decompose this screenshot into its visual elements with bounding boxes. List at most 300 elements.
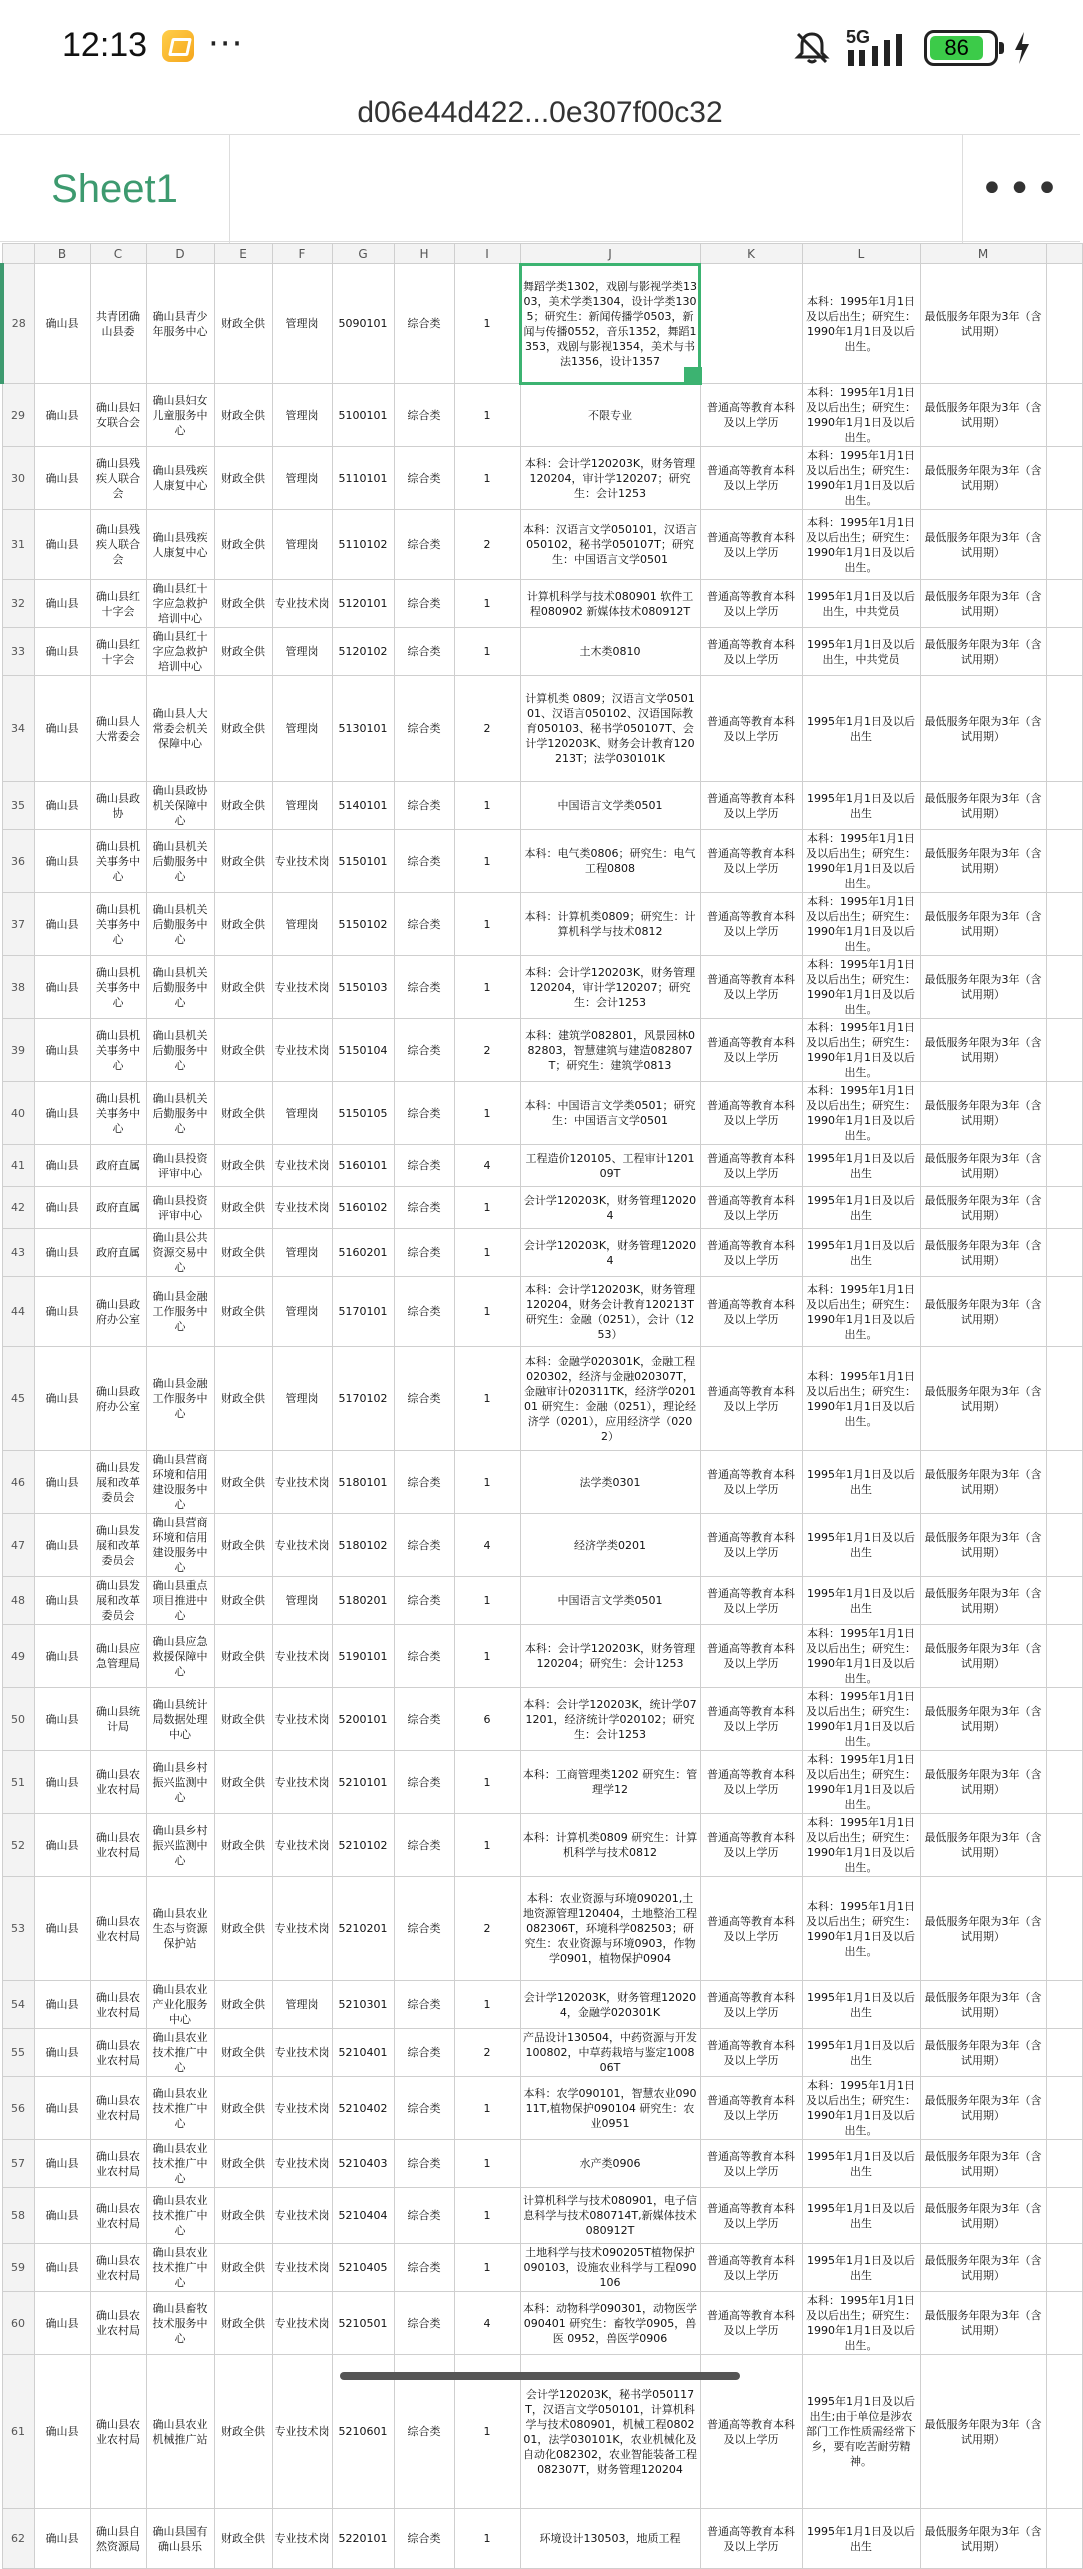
cell-n[interactable] [1046,2077,1082,2140]
row-number[interactable]: 56 [2,2077,34,2140]
cell-m[interactable]: 最低服务年限为3年（含试用期） [920,2509,1046,2569]
column-header[interactable]: F [272,244,332,264]
cell-i[interactable]: 1 [454,1277,520,1347]
cell-n[interactable] [1046,1082,1082,1145]
cell-g[interactable]: 5190101 [332,1625,394,1688]
column-header[interactable]: D [146,244,214,264]
cell-l[interactable]: 本科：1995年1月1日及以后出生；研究生：1990年1月1日及以后出生。 [802,893,920,956]
cell-c[interactable]: 确山县农业农村局 [90,2244,146,2292]
cell-l[interactable]: 本科：1995年1月1日及以后出生；研究生：1990年1月1日及以后出生。 [802,510,920,580]
cell-n[interactable] [1046,1347,1082,1451]
cell-i[interactable]: 2 [454,510,520,580]
cell-i[interactable]: 1 [454,782,520,830]
cell-h[interactable]: 综合类 [394,1277,454,1347]
cell-b[interactable]: 确山县 [34,1577,90,1625]
cell-n[interactable] [1046,2509,1082,2569]
cell-c[interactable]: 确山县机关事务中心 [90,1019,146,1082]
cell-b[interactable]: 确山县 [34,1751,90,1814]
cell-n[interactable] [1046,1187,1082,1229]
cell-f[interactable]: 管理岗 [272,1277,332,1347]
row-number[interactable]: 43 [2,1229,34,1277]
cell-g[interactable]: 5090101 [332,264,394,384]
cell-g[interactable]: 5150103 [332,956,394,1019]
cell-g[interactable]: 5160201 [332,1229,394,1277]
row-number[interactable]: 30 [2,447,34,510]
row-number[interactable]: 28 [2,264,34,384]
cell-g[interactable]: 5210101 [332,1751,394,1814]
row-number[interactable]: 57 [2,2140,34,2188]
cell-i[interactable]: 2 [454,676,520,782]
cell-f[interactable]: 管理岗 [272,384,332,447]
cell-h[interactable]: 综合类 [394,2077,454,2140]
cell-h[interactable]: 综合类 [394,628,454,676]
cell-m[interactable]: 最低服务年限为3年（含试用期） [920,384,1046,447]
cell-h[interactable]: 综合类 [394,1577,454,1625]
cell-e[interactable]: 财政全供 [214,676,272,782]
cell-g[interactable]: 5180102 [332,1514,394,1577]
cell-h[interactable]: 综合类 [394,1625,454,1688]
cell-f[interactable]: 专业技术岗 [272,2292,332,2355]
cell-n[interactable] [1046,830,1082,893]
cell-b[interactable]: 确山县 [34,830,90,893]
cell-m[interactable]: 最低服务年限为3年（含试用期） [920,830,1046,893]
cell-f[interactable]: 专业技术岗 [272,1688,332,1751]
cell-j[interactable]: 本科：动物科学090301，动物医学 090401 研究生：畜牧学0905，兽医 0952，兽医学0906 [520,2292,700,2355]
cell-l[interactable]: 本科：1995年1月1日及以后出生；研究生：1990年1月1日及以后出生。 [802,2077,920,2140]
cell-i[interactable]: 1 [454,2188,520,2244]
cell-j[interactable]: 土木类0810 [520,628,700,676]
cell-c[interactable]: 确山县残疾人联合会 [90,447,146,510]
cell-l[interactable]: 1995年1月1日及以后出生，中共党员 [802,628,920,676]
cell-f[interactable]: 专业技术岗 [272,1814,332,1877]
cell-h[interactable]: 综合类 [394,1751,454,1814]
cell-h[interactable]: 综合类 [394,1451,454,1514]
cell-j[interactable]: 产品设计130504，中药资源与开发100802，中草药栽培与鉴定100806T [520,2029,700,2077]
cell-d[interactable]: 确山县残疾人康复中心 [146,510,214,580]
cell-g[interactable]: 5150101 [332,830,394,893]
cell-d[interactable]: 确山县农业技术推广中心 [146,2244,214,2292]
cell-b[interactable]: 确山县 [34,1451,90,1514]
row-number[interactable]: 41 [2,1145,34,1187]
cell-d[interactable]: 确山县金融工作服务中心 [146,1277,214,1347]
cell-j[interactable]: 不限专业 [520,384,700,447]
cell-b[interactable]: 确山县 [34,1981,90,2029]
cell-d[interactable]: 确山县应急救援保障中心 [146,1625,214,1688]
cell-g[interactable]: 5200101 [332,1688,394,1751]
cell-j[interactable]: 本科：会计学120203K，财务管理120204，财务会计教育120213T 研究生：金融（0251），会计（1253） [520,1277,700,1347]
cell-n[interactable] [1046,384,1082,447]
cell-f[interactable]: 专业技术岗 [272,2188,332,2244]
cell-k[interactable]: 普通高等教育本科及以上学历 [700,1229,802,1277]
cell-j[interactable]: 本科：会计学120203K，财务管理120204，审计学120207；研究生：会计1253 [520,447,700,510]
cell-l[interactable]: 本科：1995年1月1日及以后出生；研究生：1990年1月1日及以后出生。 [802,1877,920,1981]
cell-g[interactable]: 5170102 [332,1347,394,1451]
cell-m[interactable]: 最低服务年限为3年（含试用期） [920,264,1046,384]
cell-i[interactable]: 1 [454,1451,520,1514]
cell-c[interactable]: 确山县发展和改革委员会 [90,1514,146,1577]
cell-h[interactable]: 综合类 [394,893,454,956]
column-header[interactable]: M [920,244,1046,264]
cell-b[interactable]: 确山县 [34,580,90,628]
cell-f[interactable]: 管理岗 [272,264,332,384]
cell-d[interactable]: 确山县乡村振兴监测中心 [146,1751,214,1814]
cell-m[interactable]: 最低服务年限为3年（含试用期） [920,956,1046,1019]
cell-d[interactable]: 确山县农业生态与资源保护站 [146,1877,214,1981]
cell-c[interactable]: 确山县自然资源局 [90,2509,146,2569]
cell-g[interactable]: 5210405 [332,2244,394,2292]
cell-d[interactable]: 确山县机关后勤服务中心 [146,1019,214,1082]
cell-j[interactable]: 本科：中国语言文学类0501；研究生：中国语言文学0501 [520,1082,700,1145]
cell-f[interactable]: 管理岗 [272,893,332,956]
row-number[interactable]: 38 [2,956,34,1019]
cell-i[interactable]: 1 [454,1187,520,1229]
cell-i[interactable]: 1 [454,1625,520,1688]
cell-b[interactable]: 确山县 [34,676,90,782]
column-header[interactable]: G [332,244,394,264]
cell-e[interactable]: 财政全供 [214,580,272,628]
cell-f[interactable]: 专业技术岗 [272,2244,332,2292]
cell-i[interactable]: 1 [454,1577,520,1625]
column-header[interactable]: C [90,244,146,264]
cell-e[interactable]: 财政全供 [214,384,272,447]
cell-h[interactable]: 综合类 [394,1688,454,1751]
cell-e[interactable]: 财政全供 [214,893,272,956]
cell-m[interactable]: 最低服务年限为3年（含试用期） [920,447,1046,510]
cell-h[interactable]: 综合类 [394,1229,454,1277]
column-header[interactable] [2,244,34,264]
cell-i[interactable]: 1 [454,2140,520,2188]
cell-k[interactable]: 普通高等教育本科及以上学历 [700,1347,802,1451]
cell-f[interactable]: 专业技术岗 [272,2077,332,2140]
cell-c[interactable]: 确山县统计局 [90,1688,146,1751]
cell-d[interactable]: 确山县机关后勤服务中心 [146,956,214,1019]
row-number[interactable]: 35 [2,782,34,830]
cell-c[interactable]: 确山县农业农村局 [90,1751,146,1814]
cell-i[interactable]: 1 [454,628,520,676]
cell-b[interactable]: 确山县 [34,2292,90,2355]
cell-c[interactable]: 确山县农业农村局 [90,2355,146,2509]
cell-g[interactable]: 5130101 [332,676,394,782]
cell-b[interactable]: 确山县 [34,510,90,580]
cell-k[interactable]: 普通高等教育本科及以上学历 [700,2355,802,2509]
cell-c[interactable]: 共青团确山县委 [90,264,146,384]
cell-e[interactable]: 财政全供 [214,1877,272,1981]
cell-e[interactable]: 财政全供 [214,2188,272,2244]
cell-k[interactable]: 普通高等教育本科及以上学历 [700,676,802,782]
cell-k[interactable]: 普通高等教育本科及以上学历 [700,2292,802,2355]
row-number[interactable]: 45 [2,1347,34,1451]
cell-n[interactable] [1046,1814,1082,1877]
cell-k[interactable] [700,264,802,384]
cell-n[interactable] [1046,1625,1082,1688]
cell-l[interactable]: 1995年1月1日及以后出生 [802,1981,920,2029]
cell-n[interactable] [1046,1981,1082,2029]
cell-d[interactable]: 确山县畜牧技术服务中心 [146,2292,214,2355]
cell-k[interactable]: 普通高等教育本科及以上学历 [700,1187,802,1229]
cell-f[interactable]: 管理岗 [272,1229,332,1277]
cell-l[interactable]: 本科：1995年1月1日及以后出生；研究生：1990年1月1日及以后出生。 [802,1347,920,1451]
cell-c[interactable]: 确山县农业农村局 [90,2029,146,2077]
cell-h[interactable]: 综合类 [394,2029,454,2077]
cell-d[interactable]: 确山县残疾人康复中心 [146,447,214,510]
cell-j[interactable]: 本科：会计学120203K，统计学071201，经济统计学020102；研究生：会计1253 [520,1688,700,1751]
cell-h[interactable]: 综合类 [394,1514,454,1577]
cell-n[interactable] [1046,628,1082,676]
cell-c[interactable]: 确山县农业农村局 [90,2140,146,2188]
cell-l[interactable]: 1995年1月1日及以后出生 [802,1145,920,1187]
cell-g[interactable]: 5210402 [332,2077,394,2140]
cell-b[interactable]: 确山县 [34,2244,90,2292]
cell-h[interactable]: 综合类 [394,1019,454,1082]
cell-i[interactable]: 1 [454,893,520,956]
column-header[interactable]: K [700,244,802,264]
cell-m[interactable]: 最低服务年限为3年（含试用期） [920,676,1046,782]
cell-m[interactable]: 最低服务年限为3年（含试用期） [920,1814,1046,1877]
cell-j[interactable]: 中国语言文学类0501 [520,782,700,830]
cell-g[interactable]: 5210501 [332,2292,394,2355]
cell-i[interactable]: 1 [454,1981,520,2029]
row-number[interactable]: 32 [2,580,34,628]
cell-c[interactable]: 确山县农业农村局 [90,1981,146,2029]
cell-b[interactable]: 确山县 [34,2029,90,2077]
cell-b[interactable]: 确山县 [34,2509,90,2569]
cell-j[interactable]: 本科：金融学020301K，金融工程020302，经济与金融020307T，金融审计020311TK，经济学020101 研究生：金融（0251），理论经济学（0201），应用经济学（0202） [520,1347,700,1451]
row-number[interactable]: 46 [2,1451,34,1514]
cell-d[interactable]: 确山县青少年服务中心 [146,264,214,384]
cell-b[interactable]: 确山县 [34,782,90,830]
cell-d[interactable]: 确山县营商环境和信用建设服务中心 [146,1514,214,1577]
cell-e[interactable]: 财政全供 [214,830,272,893]
cell-n[interactable] [1046,2355,1082,2509]
cell-d[interactable]: 确山县红十字应急救护培训中心 [146,580,214,628]
cell-b[interactable]: 确山县 [34,2140,90,2188]
cell-m[interactable]: 最低服务年限为3年（含试用期） [920,1082,1046,1145]
cell-e[interactable]: 财政全供 [214,1625,272,1688]
cell-e[interactable]: 财政全供 [214,1082,272,1145]
cell-m[interactable]: 最低服务年限为3年（含试用期） [920,2140,1046,2188]
cell-i[interactable]: 1 [454,830,520,893]
cell-l[interactable]: 1995年1月1日及以后出生 [802,1187,920,1229]
row-number[interactable]: 59 [2,2244,34,2292]
cell-e[interactable]: 财政全供 [214,1688,272,1751]
cell-n[interactable] [1046,1514,1082,1577]
cell-k[interactable]: 普通高等教育本科及以上学历 [700,1019,802,1082]
cell-e[interactable]: 财政全供 [214,510,272,580]
cell-i[interactable]: 1 [454,1751,520,1814]
cell-m[interactable]: 最低服务年限为3年（含试用期） [920,510,1046,580]
cell-b[interactable]: 确山县 [34,1229,90,1277]
row-number[interactable]: 50 [2,1688,34,1751]
cell-j[interactable]: 工程造价120105、工程审计120109T [520,1145,700,1187]
cell-b[interactable]: 确山县 [34,1145,90,1187]
cell-k[interactable]: 普通高等教育本科及以上学历 [700,1877,802,1981]
cell-c[interactable]: 确山县机关事务中心 [90,830,146,893]
cell-d[interactable]: 确山县农业技术推广中心 [146,2188,214,2244]
row-number[interactable]: 39 [2,1019,34,1082]
cell-k[interactable]: 普通高等教育本科及以上学历 [700,2188,802,2244]
cell-n[interactable] [1046,1877,1082,1981]
cell-d[interactable]: 确山县国有确山县乐 [146,2509,214,2569]
cell-g[interactable]: 5140101 [332,782,394,830]
cell-h[interactable]: 综合类 [394,2292,454,2355]
cell-n[interactable] [1046,1229,1082,1277]
cell-e[interactable]: 财政全供 [214,956,272,1019]
cell-k[interactable]: 普通高等教育本科及以上学历 [700,1451,802,1514]
cell-d[interactable]: 确山县公共资源交易中心 [146,1229,214,1277]
cell-d[interactable]: 确山县农业机械推广站 [146,2355,214,2509]
cell-m[interactable]: 最低服务年限为3年（含试用期） [920,1347,1046,1451]
cell-j[interactable]: 会计学120203K，财务管理120204 [520,1229,700,1277]
cell-h[interactable]: 综合类 [394,1145,454,1187]
cell-m[interactable]: 最低服务年限为3年（含试用期） [920,2029,1046,2077]
cell-c[interactable]: 政府直属 [90,1187,146,1229]
cell-i[interactable]: 1 [454,1814,520,1877]
cell-n[interactable] [1046,676,1082,782]
cell-e[interactable]: 财政全供 [214,2355,272,2509]
cell-k[interactable]: 普通高等教育本科及以上学历 [700,447,802,510]
cell-h[interactable]: 综合类 [394,1082,454,1145]
cell-m[interactable]: 最低服务年限为3年（含试用期） [920,893,1046,956]
cell-j[interactable]: 计算机科学与技术080901，电子信息科学与技术080714T,新媒体技术080912T [520,2188,700,2244]
cell-d[interactable]: 确山县红十字应急救护培训中心 [146,628,214,676]
cell-j[interactable]: 环境设计130503，地质工程 [520,2509,700,2569]
cell-i[interactable]: 2 [454,1877,520,1981]
row-number[interactable]: 34 [2,676,34,782]
cell-j[interactable]: 本科：计算机类0809 研究生：计算机科学与技术0812 [520,1814,700,1877]
cell-d[interactable]: 确山县投资评审中心 [146,1187,214,1229]
cell-n[interactable] [1046,893,1082,956]
row-number[interactable]: 49 [2,1625,34,1688]
cell-e[interactable]: 财政全供 [214,264,272,384]
cell-c[interactable]: 确山县政府办公室 [90,1277,146,1347]
cell-g[interactable]: 5210601 [332,2355,394,2509]
cell-c[interactable]: 确山县机关事务中心 [90,893,146,956]
cell-j[interactable]: 本科：会计学120203K，财务管理120204；研究生：会计1253 [520,1625,700,1688]
cell-h[interactable]: 综合类 [394,676,454,782]
cell-f[interactable]: 专业技术岗 [272,1751,332,1814]
cell-f[interactable]: 专业技术岗 [272,1187,332,1229]
cell-e[interactable]: 财政全供 [214,2029,272,2077]
cell-k[interactable]: 普通高等教育本科及以上学历 [700,1577,802,1625]
cell-b[interactable]: 确山县 [34,384,90,447]
cell-e[interactable]: 财政全供 [214,2077,272,2140]
cell-e[interactable]: 财政全供 [214,1981,272,2029]
cell-h[interactable]: 综合类 [394,1347,454,1451]
cell-k[interactable]: 普通高等教育本科及以上学历 [700,628,802,676]
cell-l[interactable]: 本科：1995年1月1日及以后出生；研究生：1990年1月1日及以后出生。 [802,1814,920,1877]
cell-k[interactable]: 普通高等教育本科及以上学历 [700,956,802,1019]
row-number[interactable]: 52 [2,1814,34,1877]
cell-n[interactable] [1046,1451,1082,1514]
cell-m[interactable]: 最低服务年限为3年（含试用期） [920,1688,1046,1751]
row-number[interactable]: 47 [2,1514,34,1577]
cell-k[interactable]: 普通高等教育本科及以上学历 [700,1514,802,1577]
cell-m[interactable]: 最低服务年限为3年（含试用期） [920,2244,1046,2292]
cell-e[interactable]: 财政全供 [214,782,272,830]
cell-b[interactable]: 确山县 [34,2355,90,2509]
cell-l[interactable]: 1995年1月1日及以后出生 [802,1229,920,1277]
cell-l[interactable]: 本科：1995年1月1日及以后出生；研究生：1990年1月1日及以后出生。 [802,830,920,893]
cell-b[interactable]: 确山县 [34,1625,90,1688]
cell-h[interactable]: 综合类 [394,1981,454,2029]
cell-b[interactable]: 确山县 [34,1514,90,1577]
cell-f[interactable]: 专业技术岗 [272,1625,332,1688]
row-number[interactable]: 55 [2,2029,34,2077]
cell-h[interactable]: 综合类 [394,264,454,384]
column-header[interactable]: E [214,244,272,264]
cell-i[interactable]: 1 [454,2077,520,2140]
cell-c[interactable]: 确山县残疾人联合会 [90,510,146,580]
cell-g[interactable]: 5220101 [332,2509,394,2569]
cell-j[interactable]: 本科：建筑学082801，风景园林082803，智慧建筑与建造082807T；研究生：建筑学0813 [520,1019,700,1082]
cell-m[interactable]: 最低服务年限为3年（含试用期） [920,1577,1046,1625]
cell-k[interactable]: 普通高等教育本科及以上学历 [700,2077,802,2140]
cell-b[interactable]: 确山县 [34,1019,90,1082]
cell-b[interactable]: 确山县 [34,1688,90,1751]
cell-i[interactable]: 1 [454,580,520,628]
cell-j[interactable]: 本科：农学090101，智慧农业09011T,植物保护090104 研究生：农业0951 [520,2077,700,2140]
cell-d[interactable]: 确山县农业技术推广中心 [146,2029,214,2077]
cell-h[interactable]: 综合类 [394,2355,454,2509]
cell-e[interactable]: 财政全供 [214,1019,272,1082]
cell-l[interactable]: 本科：1995年1月1日及以后出生；研究生：1990年1月1日及以后出生。 [802,956,920,1019]
cell-g[interactable]: 5210404 [332,2188,394,2244]
cell-c[interactable]: 政府直属 [90,1229,146,1277]
cell-d[interactable]: 确山县农业技术推广中心 [146,2140,214,2188]
cell-b[interactable]: 确山县 [34,1277,90,1347]
cell-b[interactable]: 确山县 [34,1187,90,1229]
cell-n[interactable] [1046,1577,1082,1625]
cell-k[interactable]: 普通高等教育本科及以上学历 [700,510,802,580]
row-number[interactable]: 61 [2,2355,34,2509]
cell-e[interactable]: 财政全供 [214,447,272,510]
cell-b[interactable]: 确山县 [34,2188,90,2244]
cell-h[interactable]: 综合类 [394,1814,454,1877]
cell-f[interactable]: 专业技术岗 [272,1877,332,1981]
cell-f[interactable]: 专业技术岗 [272,580,332,628]
cell-m[interactable]: 最低服务年限为3年（含试用期） [920,1981,1046,2029]
cell-n[interactable] [1046,1688,1082,1751]
cell-d[interactable]: 确山县农业产业化服务中心 [146,1981,214,2029]
cell-j[interactable]: 本科：汉语言文学050101，汉语言050102，秘书学050107T；研究生：中国语言文学0501 [520,510,700,580]
cell-i[interactable]: 6 [454,1688,520,1751]
cell-l[interactable]: 1995年1月1日及以后出生 [802,1451,920,1514]
row-number[interactable]: 44 [2,1277,34,1347]
column-header[interactable]: L [802,244,920,264]
cell-n[interactable] [1046,2188,1082,2244]
cell-f[interactable]: 专业技术岗 [272,830,332,893]
cell-d[interactable]: 确山县政协机关保障中心 [146,782,214,830]
cell-n[interactable] [1046,510,1082,580]
cell-j[interactable]: 本科：会计学120203K，财务管理120204，审计学120207；研究生：会计1253 [520,956,700,1019]
cell-i[interactable]: 1 [454,264,520,384]
cell-l[interactable]: 1995年1月1日及以后出生 [802,1577,920,1625]
cell-b[interactable]: 确山县 [34,1347,90,1451]
cell-j[interactable]: 本科：工商管理类1202 研究生：管理学12 [520,1751,700,1814]
cell-g[interactable]: 5160101 [332,1145,394,1187]
cell-d[interactable]: 确山县机关后勤服务中心 [146,893,214,956]
cell-g[interactable]: 5170101 [332,1277,394,1347]
cell-j[interactable]: 本科：电气类0806；研究生：电气工程0808 [520,830,700,893]
cell-e[interactable]: 财政全供 [214,1814,272,1877]
row-number[interactable]: 48 [2,1577,34,1625]
cell-f[interactable]: 管理岗 [272,447,332,510]
cell-g[interactable]: 5210102 [332,1814,394,1877]
cell-g[interactable]: 5150102 [332,893,394,956]
column-header[interactable] [1046,244,1082,264]
cell-l[interactable]: 本科：1995年1月1日及以后出生；研究生：1990年1月1日及以后出生。 [802,1019,920,1082]
cell-j[interactable]: 法学类0301 [520,1451,700,1514]
